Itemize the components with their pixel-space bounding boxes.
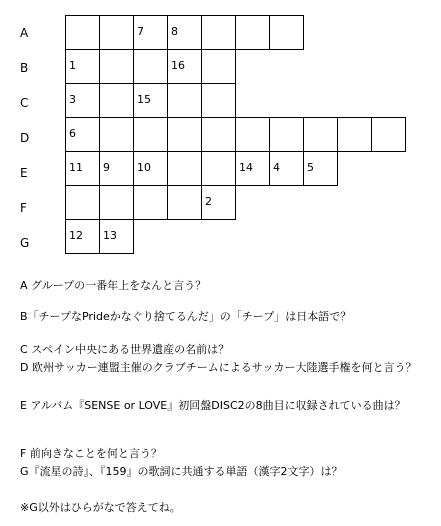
clue-d: D 欧州サッカー連盟主催のクラブチームによるサッカー大陸選手権を何と言う？: [20, 361, 417, 374]
grid-cell[interactable]: [99, 117, 134, 152]
clue-f: F 前向きなことを何と言う？: [20, 447, 162, 460]
grid-cell[interactable]: [65, 15, 100, 50]
grid-cell[interactable]: [65, 49, 100, 84]
grid-cell[interactable]: [167, 15, 202, 50]
grid-cell[interactable]: [303, 117, 338, 152]
cell-number: 8: [171, 25, 178, 38]
grid-cell[interactable]: [303, 151, 338, 186]
grid-cell[interactable]: [133, 49, 168, 84]
grid-cell[interactable]: [201, 15, 236, 50]
cell-number: 11: [69, 161, 83, 174]
grid-cell[interactable]: [269, 117, 304, 152]
grid-cell[interactable]: [133, 83, 168, 118]
grid-cell[interactable]: [201, 117, 236, 152]
grid-cell[interactable]: [269, 15, 304, 50]
row-label-d: D: [20, 131, 30, 145]
grid-cell[interactable]: [65, 117, 100, 152]
grid-cell[interactable]: [99, 15, 134, 50]
grid-cell[interactable]: [269, 151, 304, 186]
row-label-c: C: [20, 96, 29, 110]
row-label-f: F: [20, 201, 27, 215]
grid-cell[interactable]: [371, 117, 406, 152]
cell-number: 5: [307, 161, 314, 174]
row-label-b: B: [20, 61, 29, 75]
grid-cell[interactable]: [167, 151, 202, 186]
cell-number: 10: [137, 161, 151, 174]
grid-cell[interactable]: [133, 151, 168, 186]
grid-cell[interactable]: [167, 117, 202, 152]
grid-cell[interactable]: [235, 117, 270, 152]
grid-cell[interactable]: [235, 151, 270, 186]
grid-cell[interactable]: [65, 151, 100, 186]
cell-number: 12: [69, 229, 83, 242]
clue-b: B「チープなPrideかなぐり捨てるんだ」の「チープ」は日本語で？: [20, 310, 352, 323]
row-label-g: G: [20, 236, 30, 250]
clue-c: C スペイン中央にある世界遺産の名前は？: [20, 343, 230, 356]
grid-cell[interactable]: [99, 185, 134, 220]
grid-cell[interactable]: [201, 49, 236, 84]
cell-number: 16: [171, 59, 185, 72]
row-label-e: E: [20, 166, 28, 180]
clue-g: G『流星の詩』、『159』の歌詞に共通する単語（漢字2文字）は？: [20, 465, 343, 478]
grid-cell[interactable]: [99, 49, 134, 84]
grid-cell[interactable]: [337, 117, 372, 152]
grid-cell[interactable]: [133, 185, 168, 220]
grid-cell[interactable]: [65, 219, 100, 254]
grid-cell[interactable]: [201, 185, 236, 220]
cell-number: 3: [69, 93, 76, 106]
clue-a: A グループの一番年上をなんと言う？: [20, 279, 207, 292]
grid-cell[interactable]: [201, 151, 236, 186]
grid-cell[interactable]: [235, 15, 270, 50]
grid-cell[interactable]: [65, 83, 100, 118]
cell-number: 6: [69, 127, 76, 140]
grid-cell[interactable]: [167, 49, 202, 84]
cell-number: 7: [137, 25, 144, 38]
grid-cell[interactable]: [201, 83, 236, 118]
grid-cell[interactable]: [99, 83, 134, 118]
grid-cell[interactable]: [65, 185, 100, 220]
row-label-a: A: [20, 26, 29, 40]
grid-cell[interactable]: [99, 151, 134, 186]
grid-cell[interactable]: [167, 185, 202, 220]
cell-number: 4: [273, 161, 280, 174]
cell-number: 9: [103, 161, 110, 174]
note: ※G以外はひらがなで答えてね。: [20, 501, 181, 514]
grid-cell[interactable]: [167, 83, 202, 118]
grid-cell[interactable]: [133, 117, 168, 152]
cell-number: 1: [69, 59, 76, 72]
cell-number: 13: [103, 229, 117, 242]
clue-e: E アルバム『SENSE or LOVE』初回盤DISC2の8曲目に収録されている曲は？: [20, 399, 406, 412]
grid-cell[interactable]: [133, 15, 168, 50]
cell-number: 2: [205, 195, 212, 208]
cell-number: 15: [137, 93, 151, 106]
grid-cell[interactable]: [99, 219, 134, 254]
cell-number: 14: [239, 161, 253, 174]
